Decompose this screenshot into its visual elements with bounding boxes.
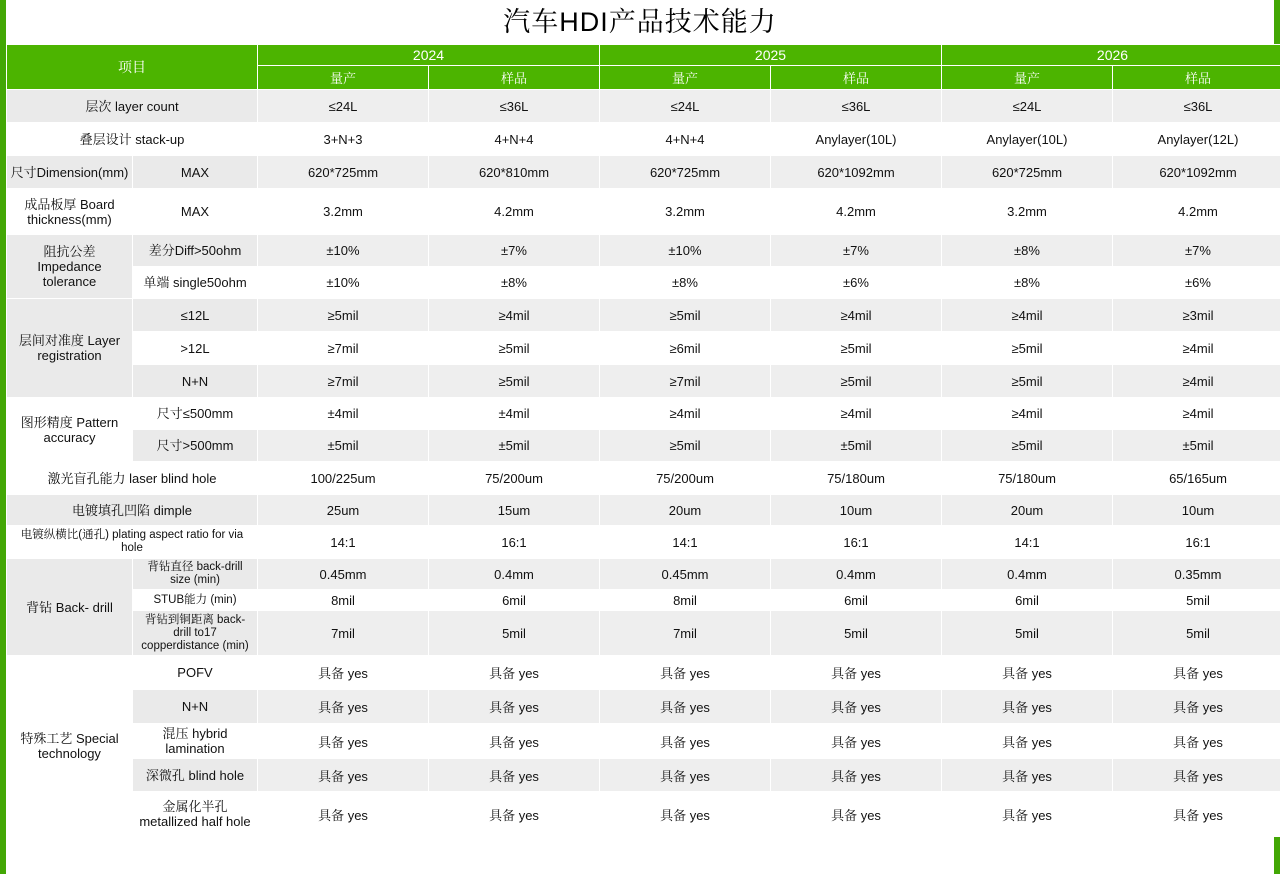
row-label: 图形精度 Pattern accuracy: [7, 398, 133, 462]
row-value: 具备 yes: [942, 724, 1113, 759]
row-sublabel: 背钻直径 back-drill size (min): [133, 559, 258, 590]
row-sublabel: 混压 hybrid lamination: [133, 724, 258, 759]
row-value: 具备 yes: [1113, 759, 1280, 792]
row-label: 阻抗公差 Impedance tolerance: [7, 235, 133, 299]
row-value: 8mil: [600, 590, 771, 611]
row-sublabel: N+N: [133, 690, 258, 724]
table-row: [7, 90, 1280, 123]
row-value: ≥5mil: [942, 430, 1113, 462]
row-value: 20um: [942, 495, 1113, 526]
row-value: ≥7mil: [600, 365, 771, 398]
row-sublabel: 单端 single50ohm: [133, 267, 258, 299]
row-value: ±5mil: [258, 430, 429, 462]
row-value: 16:1: [429, 526, 600, 559]
row-value: 14:1: [942, 526, 1113, 559]
row-value: 具备 yes: [429, 690, 600, 724]
row-value: 具备 yes: [771, 792, 942, 837]
row-value: ±6%: [1113, 267, 1280, 299]
row-value: ≥5mil: [942, 332, 1113, 365]
row-value: ≥4mil: [942, 299, 1113, 332]
row-sublabel: MAX: [133, 156, 258, 189]
row-value: ±8%: [429, 267, 600, 299]
row-value: ≥4mil: [942, 398, 1113, 430]
row-value: ±4mil: [429, 398, 600, 430]
row-value: 具备 yes: [771, 656, 942, 690]
row-value: 16:1: [1113, 526, 1280, 559]
row-value: 620*725mm: [600, 156, 771, 189]
table-row: [7, 267, 1280, 299]
row-value: ±10%: [258, 235, 429, 267]
row-value: 75/200um: [429, 462, 600, 495]
table-body: [7, 90, 1280, 837]
row-value: 具备 yes: [942, 656, 1113, 690]
row-value: 7mil: [258, 611, 429, 656]
row-value: 620*725mm: [942, 156, 1113, 189]
table-row: [7, 299, 1280, 332]
table-row: [7, 430, 1280, 462]
row-value: ±5mil: [429, 430, 600, 462]
row-sublabel: STUB能力 (min): [133, 590, 258, 611]
row-value: 10um: [1113, 495, 1280, 526]
row-value: 0.45mm: [258, 559, 429, 590]
table-row: [7, 398, 1280, 430]
row-value: 3.2mm: [600, 189, 771, 235]
row-value: 具备 yes: [429, 792, 600, 837]
table-row: [7, 759, 1280, 792]
row-value: 具备 yes: [600, 690, 771, 724]
row-value: 7mil: [600, 611, 771, 656]
row-value: 4.2mm: [771, 189, 942, 235]
header-sub-0: 量产: [258, 66, 429, 90]
page-title: 汽车HDI产品技术能力: [503, 7, 777, 37]
row-value: 具备 yes: [771, 759, 942, 792]
row-value: ≤24L: [600, 90, 771, 123]
row-value: 100/225um: [258, 462, 429, 495]
row-value: ≤36L: [771, 90, 942, 123]
row-value: 620*725mm: [258, 156, 429, 189]
row-sublabel: 尺寸>500mm: [133, 430, 258, 462]
header-year-2026: 2026: [942, 45, 1280, 66]
row-value: ±4mil: [258, 398, 429, 430]
row-value: 具备 yes: [258, 724, 429, 759]
row-value: ≥5mil: [600, 299, 771, 332]
table-row: [7, 559, 1280, 590]
row-value: 具备 yes: [600, 792, 771, 837]
row-value: ±10%: [258, 267, 429, 299]
row-value: ±7%: [429, 235, 600, 267]
row-sublabel: ≤12L: [133, 299, 258, 332]
row-sublabel: N+N: [133, 365, 258, 398]
row-label: 叠层设计 stack-up: [7, 123, 258, 156]
row-value: 16:1: [771, 526, 942, 559]
row-sublabel: 尺寸≤500mm: [133, 398, 258, 430]
table-row: [7, 526, 1280, 559]
row-value: 3+N+3: [258, 123, 429, 156]
header-row-years: [7, 45, 1280, 66]
table-row: [7, 462, 1280, 495]
row-value: ≥5mil: [258, 299, 429, 332]
row-label: 层次 layer count: [7, 90, 258, 123]
row-value: Anylayer(10L): [771, 123, 942, 156]
table-row: [7, 611, 1280, 656]
row-value: 具备 yes: [600, 759, 771, 792]
row-value: 620*1092mm: [771, 156, 942, 189]
row-value: 14:1: [258, 526, 429, 559]
row-value: 0.4mm: [429, 559, 600, 590]
row-value: 具备 yes: [258, 759, 429, 792]
row-label: 尺寸Dimension(mm): [7, 156, 133, 189]
row-value: 75/200um: [600, 462, 771, 495]
row-value: 具备 yes: [942, 690, 1113, 724]
header-sub-5: 样品: [1113, 66, 1280, 90]
row-value: ±5mil: [1113, 430, 1280, 462]
row-value: ≥4mil: [771, 299, 942, 332]
row-sublabel: 差分Diff>50ohm: [133, 235, 258, 267]
row-value: 5mil: [1113, 611, 1280, 656]
row-value: ≥3mil: [1113, 299, 1280, 332]
row-value: ≤36L: [429, 90, 600, 123]
table-row: [7, 690, 1280, 724]
row-value: 75/180um: [942, 462, 1113, 495]
row-value: ±8%: [942, 267, 1113, 299]
row-value: 5mil: [429, 611, 600, 656]
row-sublabel: 深微孔 blind hole: [133, 759, 258, 792]
row-label: 电镀纵横比(通孔) plating aspect ratio for via hole: [7, 526, 258, 559]
row-value: 具备 yes: [429, 656, 600, 690]
row-value: 5mil: [942, 611, 1113, 656]
row-value: ≥4mil: [600, 398, 771, 430]
row-value: ≥4mil: [1113, 365, 1280, 398]
row-value: 6mil: [942, 590, 1113, 611]
row-value: 5mil: [1113, 590, 1280, 611]
capability-table: [6, 44, 1280, 837]
row-sublabel: 金属化半孔 metallized half hole: [133, 792, 258, 837]
table-header: [7, 45, 1280, 90]
row-value: ≥6mil: [600, 332, 771, 365]
row-value: 具备 yes: [1113, 792, 1280, 837]
row-value: ≥4mil: [1113, 332, 1280, 365]
row-value: ±8%: [600, 267, 771, 299]
row-value: Anylayer(12L): [1113, 123, 1280, 156]
row-value: 具备 yes: [258, 792, 429, 837]
table-row: [7, 332, 1280, 365]
row-value: ±7%: [771, 235, 942, 267]
row-value: 具备 yes: [771, 690, 942, 724]
row-value: 4.2mm: [1113, 189, 1280, 235]
table-row: [7, 495, 1280, 526]
row-value: ≥7mil: [258, 365, 429, 398]
row-value: ≥5mil: [771, 332, 942, 365]
row-value: 具备 yes: [1113, 690, 1280, 724]
row-value: ≥7mil: [258, 332, 429, 365]
row-value: ≥5mil: [600, 430, 771, 462]
row-label: 特殊工艺 Special technology: [7, 656, 133, 837]
row-value: 10um: [771, 495, 942, 526]
row-sublabel: >12L: [133, 332, 258, 365]
row-label: 成品板厚 Board thickness(mm): [7, 189, 133, 235]
row-value: 具备 yes: [1113, 724, 1280, 759]
row-value: ≤36L: [1113, 90, 1280, 123]
row-value: 具备 yes: [258, 656, 429, 690]
table-row: [7, 123, 1280, 156]
row-value: 具备 yes: [429, 759, 600, 792]
row-value: ≥4mil: [1113, 398, 1280, 430]
row-value: ±8%: [942, 235, 1113, 267]
row-value: 75/180um: [771, 462, 942, 495]
row-value: Anylayer(10L): [942, 123, 1113, 156]
row-value: ≥4mil: [429, 299, 600, 332]
row-value: 具备 yes: [942, 792, 1113, 837]
row-value: ≤24L: [942, 90, 1113, 123]
row-sublabel: 背钻到铜距离 back-drill to17 copperdistance (min): [133, 611, 258, 656]
row-value: 具备 yes: [600, 724, 771, 759]
table-row: [7, 235, 1280, 267]
row-value: ≥5mil: [942, 365, 1113, 398]
row-value: 具备 yes: [600, 656, 771, 690]
row-value: 4+N+4: [429, 123, 600, 156]
header-sub-2: 量产: [600, 66, 771, 90]
row-value: 具备 yes: [1113, 656, 1280, 690]
row-value: ±6%: [771, 267, 942, 299]
table-row: [7, 590, 1280, 611]
row-value: 0.35mm: [1113, 559, 1280, 590]
row-value: ≥5mil: [429, 365, 600, 398]
row-value: 具备 yes: [771, 724, 942, 759]
table-row: [7, 189, 1280, 235]
header-item-label: 项目: [7, 45, 258, 90]
row-value: 14:1: [600, 526, 771, 559]
row-value: 8mil: [258, 590, 429, 611]
header-sub-1: 样品: [429, 66, 600, 90]
row-label: 电镀填孔凹陷 dimple: [7, 495, 258, 526]
row-value: 15um: [429, 495, 600, 526]
row-value: ±10%: [600, 235, 771, 267]
row-value: 3.2mm: [258, 189, 429, 235]
row-value: ±7%: [1113, 235, 1280, 267]
row-value: 具备 yes: [258, 690, 429, 724]
row-value: ≤24L: [258, 90, 429, 123]
row-value: 25um: [258, 495, 429, 526]
header-sub-4: 量产: [942, 66, 1113, 90]
row-value: 具备 yes: [942, 759, 1113, 792]
row-value: 6mil: [429, 590, 600, 611]
row-value: 20um: [600, 495, 771, 526]
row-value: 5mil: [771, 611, 942, 656]
row-value: ≥5mil: [771, 365, 942, 398]
header-sub-3: 样品: [771, 66, 942, 90]
table-row: [7, 792, 1280, 837]
row-value: 0.4mm: [942, 559, 1113, 590]
row-value: 3.2mm: [942, 189, 1113, 235]
row-value: 4.2mm: [429, 189, 600, 235]
row-value: 620*810mm: [429, 156, 600, 189]
row-value: ≥5mil: [429, 332, 600, 365]
row-sublabel: MAX: [133, 189, 258, 235]
table-row: [7, 156, 1280, 189]
row-value: 620*1092mm: [1113, 156, 1280, 189]
row-label: 激光盲孔能力 laser blind hole: [7, 462, 258, 495]
row-value: ≥4mil: [771, 398, 942, 430]
row-value: 具备 yes: [429, 724, 600, 759]
row-value: 0.45mm: [600, 559, 771, 590]
row-value: 6mil: [771, 590, 942, 611]
row-value: ±5mil: [771, 430, 942, 462]
row-value: 4+N+4: [600, 123, 771, 156]
row-label: 背钻 Back- drill: [7, 559, 133, 656]
row-label: 层间对准度 Layer registration: [7, 299, 133, 398]
table-row: [7, 365, 1280, 398]
table-row: [7, 656, 1280, 690]
header-year-2025: 2025: [600, 45, 942, 66]
row-value: 0.4mm: [771, 559, 942, 590]
table-row: [7, 724, 1280, 759]
row-sublabel: POFV: [133, 656, 258, 690]
header-year-2024: 2024: [258, 45, 600, 66]
row-value: 65/165um: [1113, 462, 1280, 495]
